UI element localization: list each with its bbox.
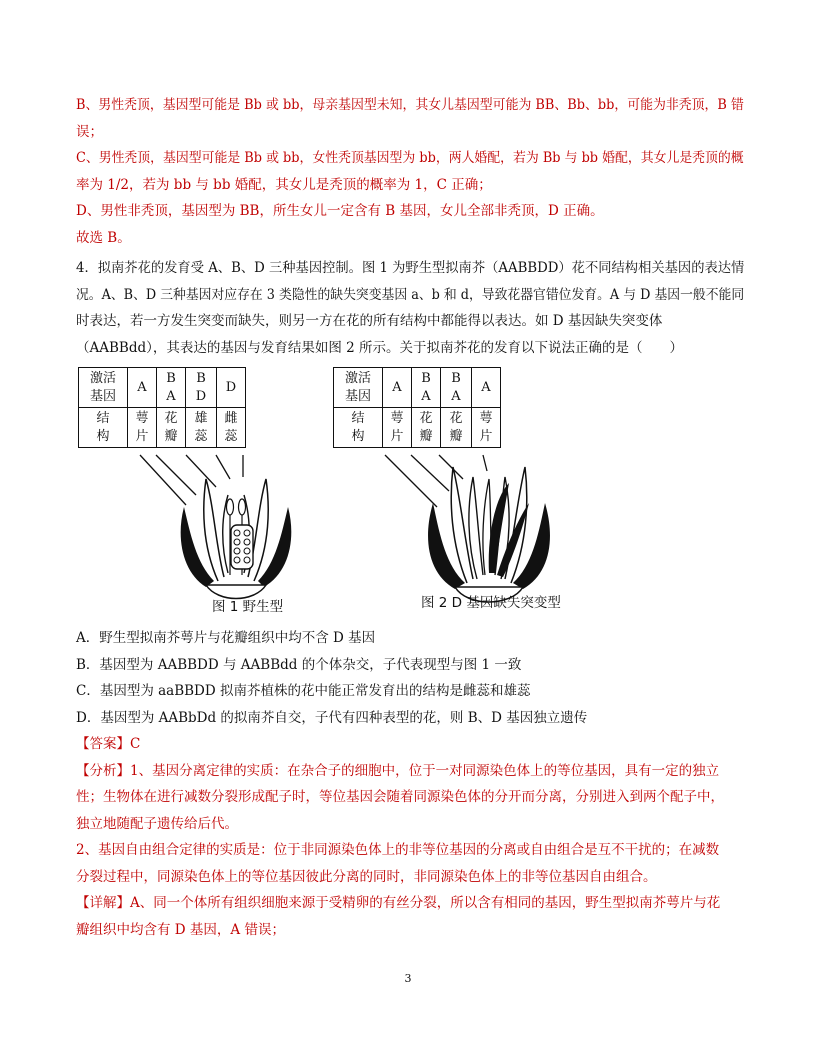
- structure-cell: 雄 蕊: [186, 408, 217, 448]
- answer-options: [76, 625, 744, 731]
- figure-1-caption: 图 1 野生型: [212, 599, 284, 615]
- structure-header-cell: 结 构: [79, 408, 128, 448]
- question-line-4: （AABBdd），其表达的基因与发育结果如图 2 所示。关于拟南芥花的发育以下说法正确的是（ ）: [76, 339, 684, 356]
- option-d: D．基因型为 AABbDd 的拟南芥自交，子代有四种表型的花，则 B、D 基因独立遗传: [76, 709, 588, 726]
- option-c: C．基因型为 aaBBDD 拟南芥植株的花中能正常发育出的结构是雌蕊和雄蕊: [76, 683, 531, 699]
- explain-option-b-line2: 误；: [76, 123, 103, 140]
- explain-option-b-line1: B、男性秃顶，基因型可能是 Bb 或 bb，母亲基因型未知，其女儿基因型可能为 BB、Bb、bb，可能为非秃顶，B 错: [76, 97, 744, 113]
- analysis-line-1: 【分析】1、基因分离定律的实质：在杂合子的细胞中，位于一对同源染色体上的等位基因，具有一定的独立: [76, 762, 720, 779]
- explain-option-d: D、男性非秃顶，基因型为 BB，所生女儿一定含有 B 基因，女儿全部非秃顶，D 正确。: [76, 203, 604, 219]
- gene-cell: B D: [186, 368, 217, 408]
- structure-cell: 萼 片: [383, 408, 412, 448]
- figure-1: [78, 367, 318, 617]
- analysis-line-4: 2、基因自由组合定律的实质是：位于非同源染色体上的非等位基因的分离或自由组合是互不干扰的；在减数: [76, 842, 720, 858]
- analysis-label: 【分析】: [76, 762, 130, 779]
- option-a: A．野生型拟南芥萼片与花瓣组织中均不含 D 基因: [76, 630, 376, 646]
- solution-section: [76, 731, 744, 943]
- previous-explanation: [76, 92, 744, 251]
- structure-cell: 雌 蕊: [217, 408, 246, 448]
- gene-cell: B A: [157, 368, 186, 408]
- figure-2-caption: 图 2 D 基因缺失突变型: [421, 595, 561, 611]
- gene-cell: D: [217, 368, 246, 408]
- answer-line: [76, 731, 744, 758]
- analysis-line-2: 性；生物体在进行减数分裂形成配子时，等位基因会随着同源染色体的分开而分离，分别进入到两个配子中，: [76, 789, 724, 805]
- structure-cell: 萼 片: [472, 408, 501, 448]
- option-b: B．基因型为 AABBDD 与 AABBdd 的个体杂交，子代表现型与图 1 一致: [76, 656, 522, 673]
- figure-2: [333, 367, 573, 617]
- gene-cell: A: [472, 368, 501, 408]
- detail-line-1: 【详解】A、同一个体所有组织细胞来源于受精卵的有丝分裂，所以含有相同的基因，野生型拟南芥萼片与花: [76, 895, 721, 911]
- structure-cell: 萼 片: [128, 408, 157, 448]
- page-number: 3: [404, 972, 412, 985]
- gene-header-cell: 激活 基因: [334, 368, 383, 408]
- answer-label: 【答案】: [76, 736, 130, 752]
- question-line-1: 4．拟南芥花的发育受 A、B、D 三种基因控制。图 1 为野生型拟南芥（AABBDD）花不同结构相关基因的表达情: [76, 260, 745, 276]
- structure-cell: 花 瓣: [157, 408, 186, 448]
- explain-option-c-line2: 率为 1/2，若为 bb 与 bb 婚配，其女儿是秃顶的概率为 1，C 正确；: [76, 176, 492, 193]
- gene-cell: B A: [412, 368, 441, 408]
- structure-header-cell: 结 构: [334, 408, 383, 448]
- gene-header-cell: 激活 基因: [79, 368, 128, 408]
- structure-cell: 花 瓣: [412, 408, 441, 448]
- gene-cell: B A: [441, 368, 472, 408]
- structure-cell: 花 瓣: [441, 408, 472, 448]
- question-line-2: 况。A、B、D 三种基因对应存在 3 类隐性的缺失突变基因 a、b 和 d，导致花器官错位发育。A 与 D 基因一般不能同: [76, 286, 745, 303]
- analysis-line-5: 分裂过程中，同源染色体上的等位基因彼此分离的同时，非同源染色体上的非等位基因自由组合。: [76, 868, 657, 885]
- wildtype-flower-illustration: [78, 367, 318, 617]
- analysis-line-3: 独立地随配子遗传给后代。: [76, 815, 238, 832]
- detail-line-2: 瓣组织中均含有 D 基因，A 错误；: [76, 921, 285, 938]
- detail-label: 【详解】: [76, 895, 130, 911]
- gene-cell: A: [383, 368, 412, 408]
- question-stem: [76, 255, 744, 361]
- answer-value: C: [130, 736, 141, 752]
- question-line-3: 时表达，若一方发生突变而缺失，则另一方在花的所有结构中都能得以表达。如 D 基因缺失突变体: [76, 313, 663, 329]
- explain-option-c-line1: C、男性秃顶，基因型可能是 Bb 或 bb，女性秃顶基因型为 bb，两人婚配，若为 Bb 与 bb 婚配，其女儿是秃顶的概: [76, 150, 744, 166]
- gene-cell: A: [128, 368, 157, 408]
- mutant-flower-illustration: [333, 367, 573, 617]
- conclusion: 故选 B。: [76, 229, 131, 246]
